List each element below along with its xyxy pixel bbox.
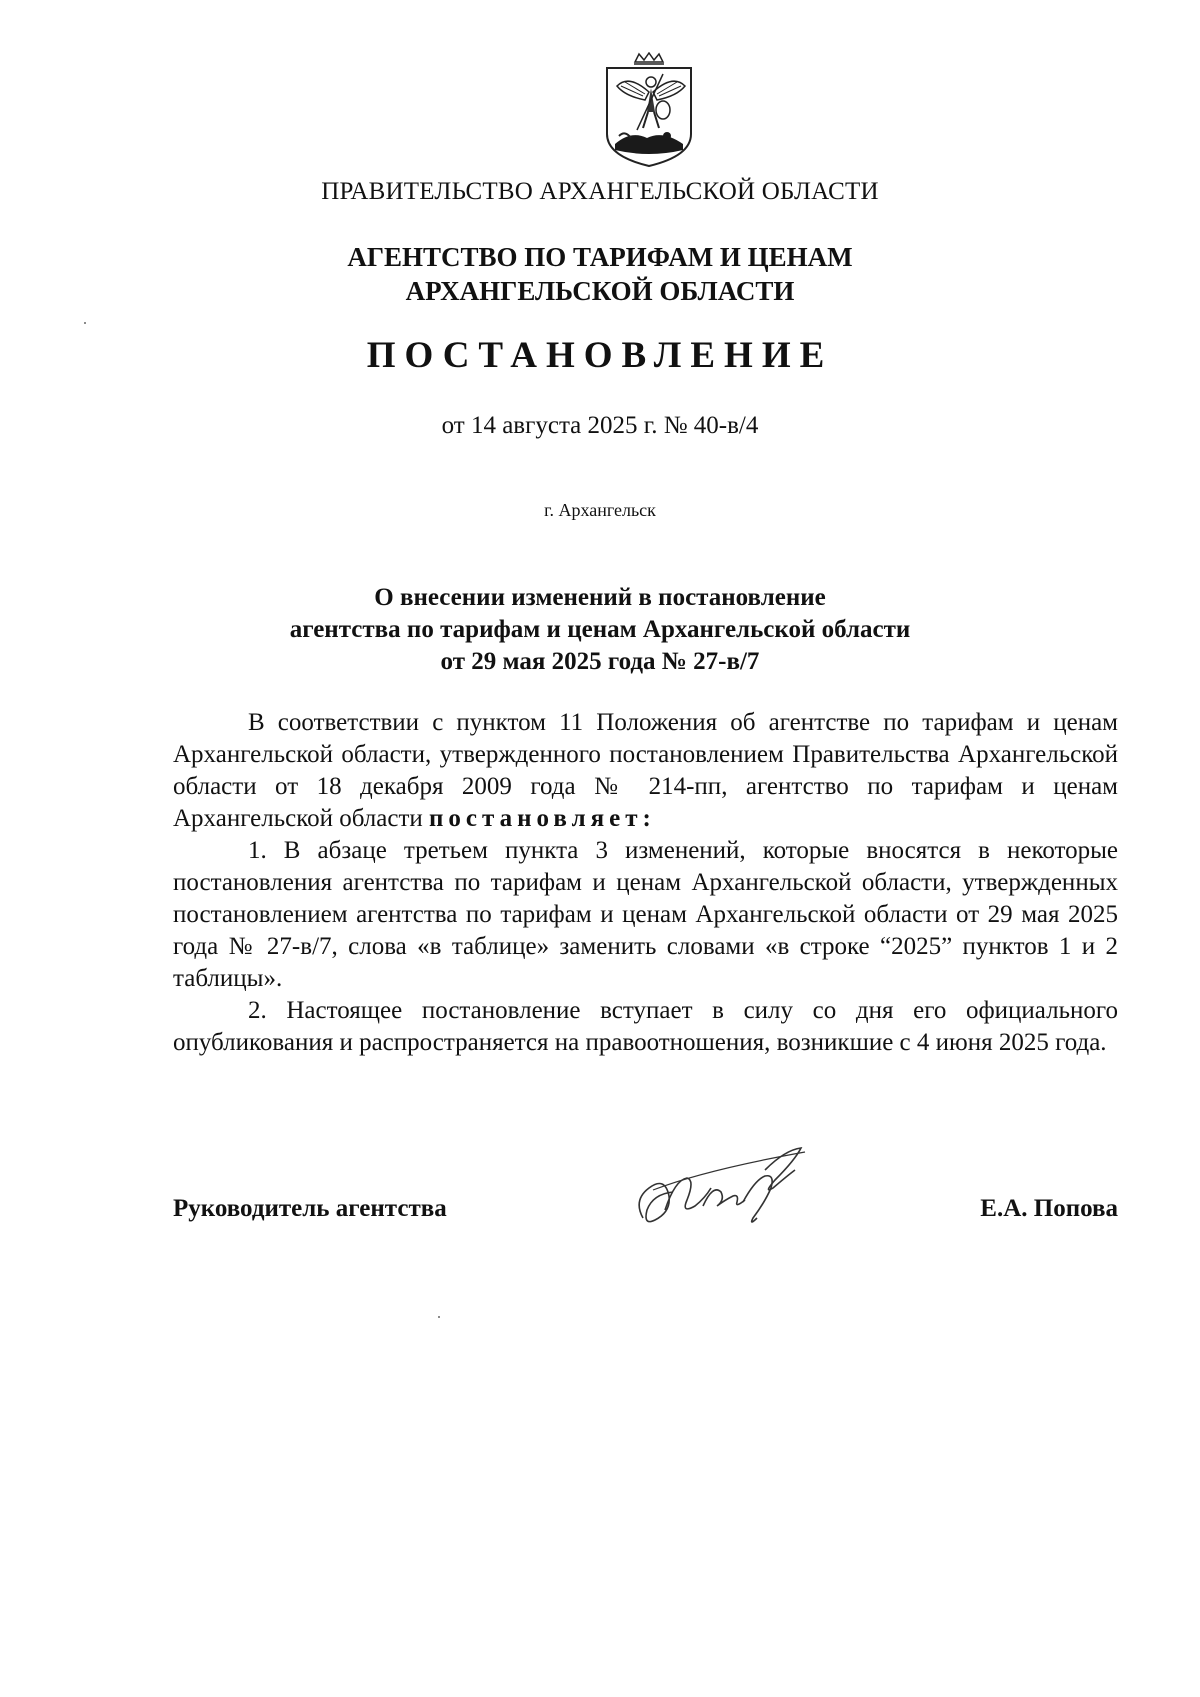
preamble-paragraph [173, 707, 1118, 835]
document-type: ПОСТАНОВЛЕНИЕ [366, 335, 834, 376]
item-2-paragraph: 2. Настоящее постановление вступает в силу со дня его официального опубликования и распространяется на правоотношения, возникшие с 4 июня 2025 года. [173, 997, 1118, 1056]
subject-line2: агентства по тарифам и ценам Архангельской области [289, 616, 911, 643]
signature-block [173, 1195, 1118, 1235]
scan-speck [438, 1316, 440, 1318]
subject-line1: О внесении изменений в постановление [374, 584, 826, 611]
signatory-position: Руководитель агентства [173, 1195, 447, 1222]
agency-title [0, 240, 1200, 308]
agency-title-line1: АГЕНТСТВО ПО ТАРИФАМ И ЦЕНАМ [347, 242, 853, 272]
signatory-name: Е.А. Попова [980, 1195, 1118, 1222]
item-1-paragraph: 1. В абзаце третьем пункта 3 изменений, которые вносятся в некоторые постановления агентства по тарифам и ценам Архангельской области, утвержденных постановлением агентства по тарифам и ценам Архангельской области от 29 мая 2025 года № 27-в/7, слова «в таблице» заменить словами «в строке “2025” пунктов 1 и 2 таблицы». [173, 837, 1118, 992]
agency-title-line2: АРХАНГЕЛЬСКОЙ ОБЛАСТИ [405, 276, 795, 306]
government-title: ПРАВИТЕЛЬСТВО АРХАНГЕЛЬСКОЙ ОБЛАСТИ [321, 178, 879, 205]
decree-word: постановляет: [429, 805, 656, 832]
document-date-number: от 14 августа 2025 г. № 40-в/4 [441, 412, 759, 439]
document-subject [0, 582, 1200, 678]
document-city: г. Архангельск [544, 500, 656, 520]
scan-speck [84, 322, 86, 324]
preamble-text: В соответствии с пунктом 11 Положения об агентстве по тарифам и ценам Архангельской области, утвержденного постановлением Правительства Архангельской области от 18 декабря 2009 года № 214-пп, агентство по тарифам и ценам Архангельской области [173, 709, 1118, 832]
document-body [173, 707, 1118, 1059]
coat-of-arms-icon [601, 52, 697, 168]
subject-line3: от 29 мая 2025 года № 27-в/7 [440, 648, 760, 675]
